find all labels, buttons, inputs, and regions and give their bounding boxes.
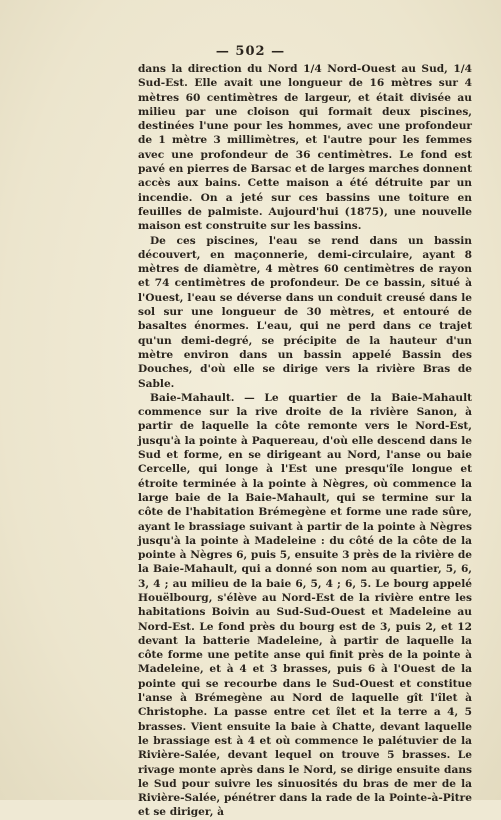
paragraph: dans la direction du Nord 1/4 Nord-Ouest au Sud, 1/4 Sud-Est. Elle avait une longueur de 16 mètres sur 4 mètres 60 centimètres de largeur, et était divisée au milieu par une cloison qui formait deux piscines, destinées l'une pour les hommes, avec une profondeur de 1 mètre 3 millimètres, et l'autre pour les femmes avec une profondeur de 36 centimètres. Le fond est pavé en pierres de Barsac et de larges marches donnent accès aux bains. Cette maison a été détruite par un incendie. On a jeté sur ces bassins une toiture en feuilles de palmiste. Aujourd'hui (1875), une nouvelle maison est construite sur les bassins. [138,63,472,233]
paragraph: De ces piscines, l'eau se rend dans un bassin découvert, en maçonnerie, demi-circulaire, ayant 8 mètres de diamètre, 4 mètres 60 centimètres de rayon et 74 centimètres de profondeur. De ce bassin, situé à l'Ouest, l'eau se déverse dans un conduit creusé dans le sol sur une longueur de 30 mètres, et entouré de basaltes énormes. L'eau, qui ne perd dans ce trajet qu'un demi-degré, se précipite de la hauteur d'un mètre environ dans un bassin appelé Bassin des Douches, d'où elle se dirige vers la rivière Bras de Sable. [138,234,472,390]
body-text [138,62,472,820]
paragraph: Baie-Mahault. — Le quartier de la Baie-Mahault commence sur la rive droite de la rivière Sanon, à partir de laquelle la côte remonte vers le Nord-Est, jusqu'à la pointe à Paquereau, d'où elle descend dans le Sud et forme, en se dirigeant au Nord, l'anse ou baie Cercelle, qui longe à l'Est une presqu'île longue et étroite terminée à la pointe à Nègres, où commence la large baie de la Baie-Mahault, qui se termine sur la côte de l'habitation Brémegène et forme une rade sûre, ayant le brassiage suivant à partir de la pointe à Nègres jusqu'à la pointe à Madeleine : du côté de la côte de la pointe à Nègres 6, puis 5, ensuite 3 près de la rivière de la Baie-Mahault, qui a donné son nom au quartier, 5, 6, 3, 4 ; au milieu de la baie 6, 5, 4 ; 6, 5. Le bourg appelé Houëlbourg, s'élève au Nord-Est de la rivière entre les habitations Boivin au Sud-Sud-Ouest et Madeleine au Nord-Est. Le fond près du bourg est de 3, puis 2, et 12 devant la batterie Madeleine, à partir de laquelle la côte forme une petite anse qui finit près de la pointe à Madeleine, et à 4 et 3 brasses, puis 6 à l'Ouest de la pointe qui se recourbe dans le Sud-Ouest et constitue l'anse à Brémegène au Nord de laquelle gît l'îlet à Christophe. La passe entre cet îlet et la terre a 4, 5 brasses. Vient ensuite la baie à Chatte, devant laquelle le brassiage est à 4 et où commence le palétuvier de la Rivière-Salée, devant lequel on trouve 5 brasses. Le rivage monte après dans le Nord, se dirige ensuite dans le Sud pour suivre les sinuosités du bras de mer de la Rivière-Salée, pénétrer dans la rade de la Pointe-à-Pitre et se diriger, à [138,391,472,819]
page-number: — 502 — [215,44,286,59]
